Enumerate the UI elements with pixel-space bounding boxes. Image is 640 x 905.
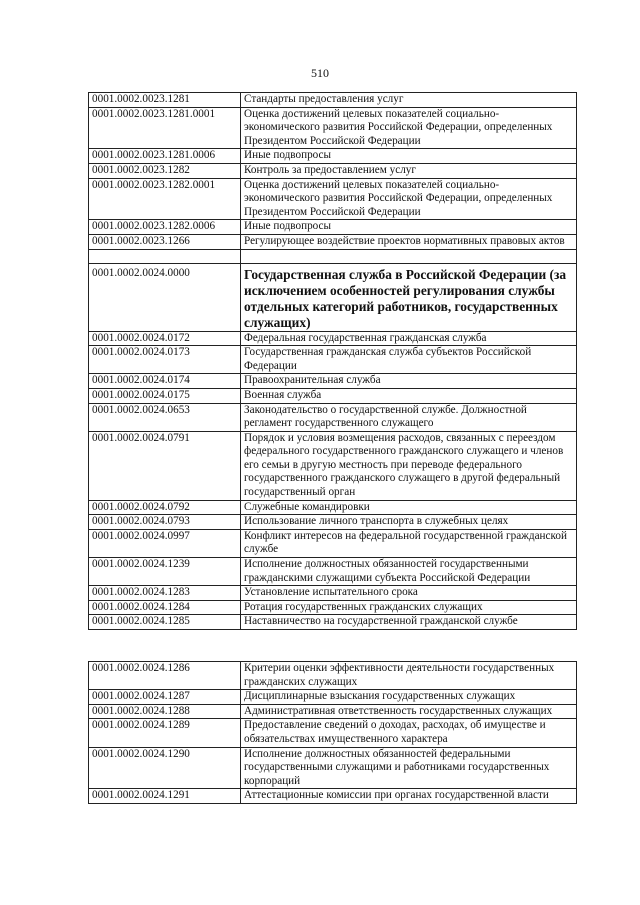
table-row	[89, 500, 577, 515]
row-code: 0001.0002.0023.1266	[89, 234, 241, 249]
row-description: Конфликт интересов на федеральной государственной гражданской службе	[241, 529, 577, 557]
classifier-table-continued	[88, 661, 577, 804]
table-row	[89, 558, 577, 586]
row-code: 0001.0002.0024.0792	[89, 500, 241, 515]
row-description: Стандарты предоставления услуг	[241, 93, 577, 108]
row-description: Исполнение должностных обязанностей государственными гражданскими служащими субъекта Российской Федерации	[241, 558, 577, 586]
row-description: Предоставление сведений о доходах, расходах, об имуществе и обязательствах имущественного характера	[241, 719, 577, 747]
row-code: 0001.0002.0024.1285	[89, 615, 241, 630]
row-code: 0001.0002.0023.1282.0006	[89, 220, 241, 235]
table-row	[89, 600, 577, 615]
row-description: Использование личного транспорта в служебных целях	[241, 515, 577, 530]
row-description: Государственная гражданская служба субъектов Российской Федерации	[241, 346, 577, 374]
table-row	[89, 178, 577, 220]
table-row	[89, 403, 577, 431]
table-row	[89, 529, 577, 557]
row-code: 0001.0002.0024.1283	[89, 586, 241, 601]
table-row	[89, 149, 577, 164]
row-description: Административная ответственность государственных служащих	[241, 704, 577, 719]
row-code: 0001.0002.0024.1291	[89, 789, 241, 804]
row-code: 0001.0002.0024.1287	[89, 690, 241, 705]
row-description: Оценка достижений целевых показателей социально-экономического развития Российской Федерации, определенных Президентом Российской Федерации	[241, 107, 577, 149]
table-row	[89, 93, 577, 108]
row-description: Регулирующее воздействие проектов нормативных правовых актов	[241, 234, 577, 249]
row-description: Иные подвопросы	[241, 149, 577, 164]
table-row	[89, 690, 577, 705]
row-code: 0001.0002.0023.1281.0006	[89, 149, 241, 164]
row-description: Военная служба	[241, 388, 577, 403]
table-row	[89, 515, 577, 530]
row-description: Правоохранительная служба	[241, 374, 577, 389]
row-code: 0001.0002.0024.1286	[89, 662, 241, 690]
table-row	[89, 615, 577, 630]
table-row	[89, 747, 577, 789]
row-description: Федеральная государственная гражданская служба	[241, 331, 577, 346]
row-code: 0001.0002.0024.1288	[89, 704, 241, 719]
row-description: Наставничество на государственной гражданской службе	[241, 615, 577, 630]
row-description: Оценка достижений целевых показателей социально-экономического развития Российской Федерации, определенных Президентом Российской Федерации	[241, 178, 577, 220]
row-description: Аттестационные комиссии при органах государственной власти	[241, 789, 577, 804]
row-code: 0001.0002.0024.0173	[89, 346, 241, 374]
row-description: Установление испытательного срока	[241, 586, 577, 601]
row-description: Дисциплинарные взыскания государственных служащих	[241, 690, 577, 705]
row-code: 0001.0002.0024.1289	[89, 719, 241, 747]
table-row	[89, 704, 577, 719]
row-code: 0001.0002.0024.0997	[89, 529, 241, 557]
section-heading: Государственная служба в Российской Федерации (за исключением особенностей регулирования службы отдельных категорий работников, государственных служащих)	[241, 263, 577, 331]
row-code: 0001.0002.0024.1284	[89, 600, 241, 615]
table-row	[89, 586, 577, 601]
table-row	[89, 331, 577, 346]
row-description: Ротация государственных гражданских служащих	[241, 600, 577, 615]
table-row	[89, 107, 577, 149]
row-code: 0001.0002.0023.1282.0001	[89, 178, 241, 220]
row-description	[241, 249, 577, 263]
row-code: 0001.0002.0023.1281.0001	[89, 107, 241, 149]
row-code: 0001.0002.0024.0653	[89, 403, 241, 431]
row-code: 0001.0002.0024.0793	[89, 515, 241, 530]
row-code: 0001.0002.0024.0175	[89, 388, 241, 403]
table-row	[89, 220, 577, 235]
row-code: 0001.0002.0024.0791	[89, 431, 241, 500]
table-row	[89, 346, 577, 374]
row-code: 0001.0002.0024.1290	[89, 747, 241, 789]
section-heading-row	[89, 263, 577, 331]
page-number: 510	[311, 66, 329, 80]
empty-row	[89, 249, 577, 263]
table-row	[89, 163, 577, 178]
table-row	[89, 789, 577, 804]
table-row	[89, 374, 577, 389]
row-code: 0001.0002.0024.1239	[89, 558, 241, 586]
row-code: 0001.0002.0024.0172	[89, 331, 241, 346]
row-description: Исполнение должностных обязанностей федеральными государственными служащими и работниками государственных корпораций	[241, 747, 577, 789]
table-row	[89, 719, 577, 747]
row-code	[89, 249, 241, 263]
table-row	[89, 662, 577, 690]
classifier-table	[88, 92, 577, 630]
table-row	[89, 234, 577, 249]
row-code: 0001.0002.0023.1281	[89, 93, 241, 108]
row-code: 0001.0002.0024.0174	[89, 374, 241, 389]
row-description: Законодательство о государственной службе. Должностной регламент государственного служащего	[241, 403, 577, 431]
table-row	[89, 431, 577, 500]
row-description: Иные подвопросы	[241, 220, 577, 235]
row-description: Критерии оценки эффективности деятельности государственных гражданских служащих	[241, 662, 577, 690]
row-description: Порядок и условия возмещения расходов, связанных с переездом федерального государственного гражданского служащего и членов его семьи в другую местность при переводе федерального государственного гражданского служащего в другой федеральный государственный орган	[241, 431, 577, 500]
row-code: 0001.0002.0023.1282	[89, 163, 241, 178]
table-row	[89, 388, 577, 403]
row-code: 0001.0002.0024.0000	[89, 263, 241, 331]
row-description: Служебные командировки	[241, 500, 577, 515]
row-description: Контроль за предоставлением услуг	[241, 163, 577, 178]
